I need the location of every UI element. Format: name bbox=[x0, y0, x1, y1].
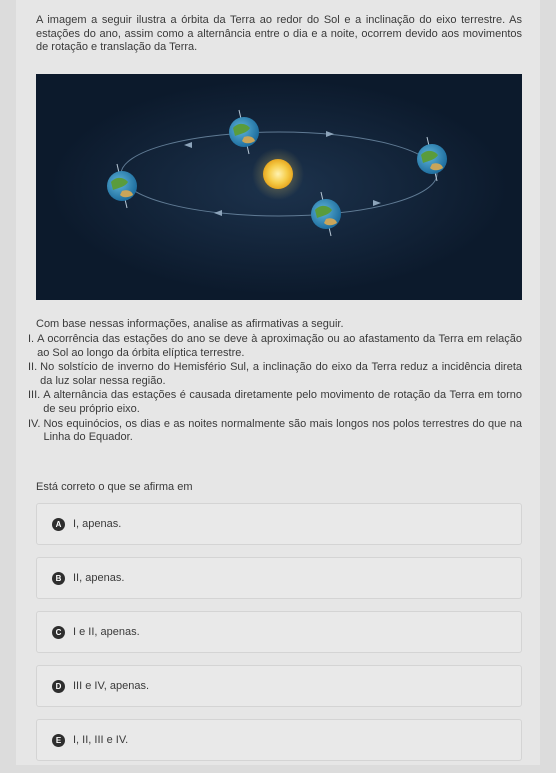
statement-list bbox=[28, 333, 522, 446]
statement-number: III. bbox=[28, 389, 41, 402]
option-a[interactable] bbox=[36, 503, 522, 545]
orbit-figure bbox=[36, 74, 522, 300]
statement-number: I. bbox=[28, 333, 35, 345]
answer-options bbox=[36, 503, 522, 773]
option-b[interactable] bbox=[36, 557, 522, 599]
option-letter-badge: D bbox=[52, 680, 65, 693]
option-text: I, apenas. bbox=[73, 518, 122, 530]
option-c[interactable] bbox=[36, 611, 522, 653]
option-letter-badge: B bbox=[52, 572, 65, 585]
statement-text: Nos equinócios, os dias e as noites normalmente são mais longos nos polos terrestres do que na Linha do Equador. bbox=[43, 417, 522, 444]
statement-item bbox=[28, 389, 522, 416]
statement-number: II. bbox=[28, 361, 38, 374]
option-text: II, apenas. bbox=[73, 572, 125, 584]
option-d[interactable] bbox=[36, 665, 522, 707]
option-text: I, II, III e IV. bbox=[73, 734, 129, 746]
option-e[interactable] bbox=[36, 719, 522, 761]
analysis-prompt: Com base nessas informações, analise as afirmativas a seguir. bbox=[36, 318, 344, 330]
option-letter-badge: E bbox=[52, 734, 65, 747]
option-letter-badge: C bbox=[52, 626, 65, 639]
statement-number: IV. bbox=[28, 417, 41, 430]
statement-item bbox=[28, 361, 522, 388]
statement-text: A alternância das estações é causada diretamente pelo movimento de rotação da Terra em torno de seu próprio eixo. bbox=[43, 389, 522, 415]
statement-item bbox=[28, 418, 522, 445]
option-text: III e IV, apenas. bbox=[73, 680, 150, 692]
question-intro: A imagem a seguir ilustra a órbita da Terra ao redor do Sol e a inclinação do eixo terrestre. As estações do ano, assim como a alternância entre o dia e a noite, ocorrem devido aos movimentos de rotação e translação da Terra. bbox=[36, 14, 522, 54]
sun-icon bbox=[263, 159, 293, 189]
statement-text: A ocorrência das estações do ano se deve à aproximação ou ao afastamento da Terra em relação ao Sol ao longo da órbita elíptica terrestre. bbox=[37, 333, 522, 359]
question-text: Está correto o que se afirma em bbox=[36, 481, 193, 493]
statement-item bbox=[28, 333, 522, 360]
option-text: I e II, apenas. bbox=[73, 626, 140, 638]
orbit-illustration bbox=[36, 74, 522, 300]
statement-text: No solstício de inverno do Hemisfério Sul, a inclinação do eixo da Terra reduz a incidência direta da luz solar nessa região. bbox=[40, 361, 522, 387]
option-letter-badge: A bbox=[52, 518, 65, 531]
